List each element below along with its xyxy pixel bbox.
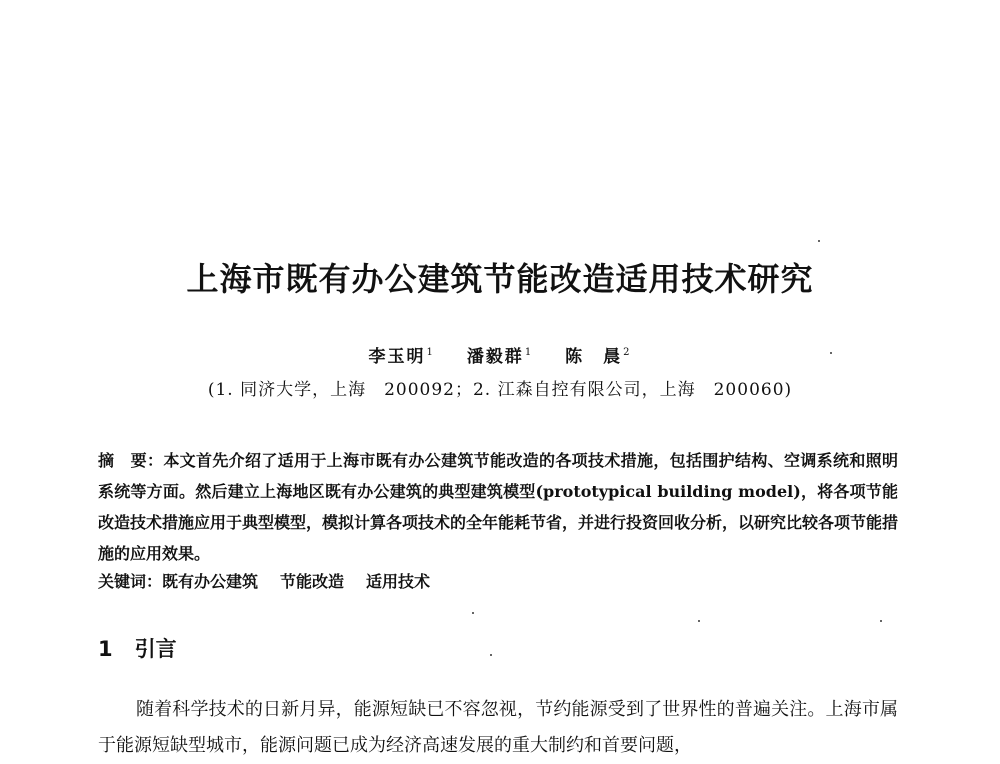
scan-speck [490,654,492,656]
abstract-label: 摘 要： [98,451,164,470]
scan-speck [830,352,832,354]
author-name: 潘毅群 [466,347,524,367]
author [369,347,435,367]
affiliation-marker: 1 [524,347,534,359]
keyword: 既有办公建筑 [162,572,259,591]
abstract [98,445,898,569]
affiliation-marker: 1 [426,347,435,359]
author [565,347,631,367]
section-number: 1 [98,637,113,661]
author [467,347,533,367]
scan-speck [472,612,474,614]
body-paragraph: 随着科学技术的日新月异，能源短缺已不容忽视，节约能源受到了世界性的普遍关注。上海市属于能源短缺型城市，能源问题已成为经济高速发展的重大制约和首要问题， [98,699,898,756]
scan-speck [880,620,882,622]
author-name: 李玉明 [368,347,426,367]
affiliation-line: (1. 同济大学，上海 200092；2. 江森自控有限公司，上海 200060) [207,380,793,400]
scan-speck [818,240,820,242]
keywords [98,569,898,592]
abstract-text: 本文首先介绍了适用于上海市既有办公建筑节能改造的各项技术措施，包括围护结构、空调系统和照明系统等方面。然后建立上海地区既有办公建筑的典型建筑模型(prototypical building model)，将各项节能改造技术措施应用于典型模型，模拟计算各项技术的全年能耗节省，并进行投资回收分析，以研究比较各项节能措施的应用效果。 [98,451,899,563]
section-heading [98,633,177,663]
keyword: 适用技术 [366,572,431,591]
author-name: 陈 晨 [565,347,623,367]
keyword: 节能改造 [280,572,345,591]
author-list [0,342,1000,367]
scan-speck [698,620,700,622]
section-title: 引言 [134,637,177,661]
paper-title: 上海市既有办公建筑节能改造适用技术研究 [186,260,814,298]
keywords-label: 关键词： [98,572,163,591]
affiliation-marker: 2 [623,347,632,359]
